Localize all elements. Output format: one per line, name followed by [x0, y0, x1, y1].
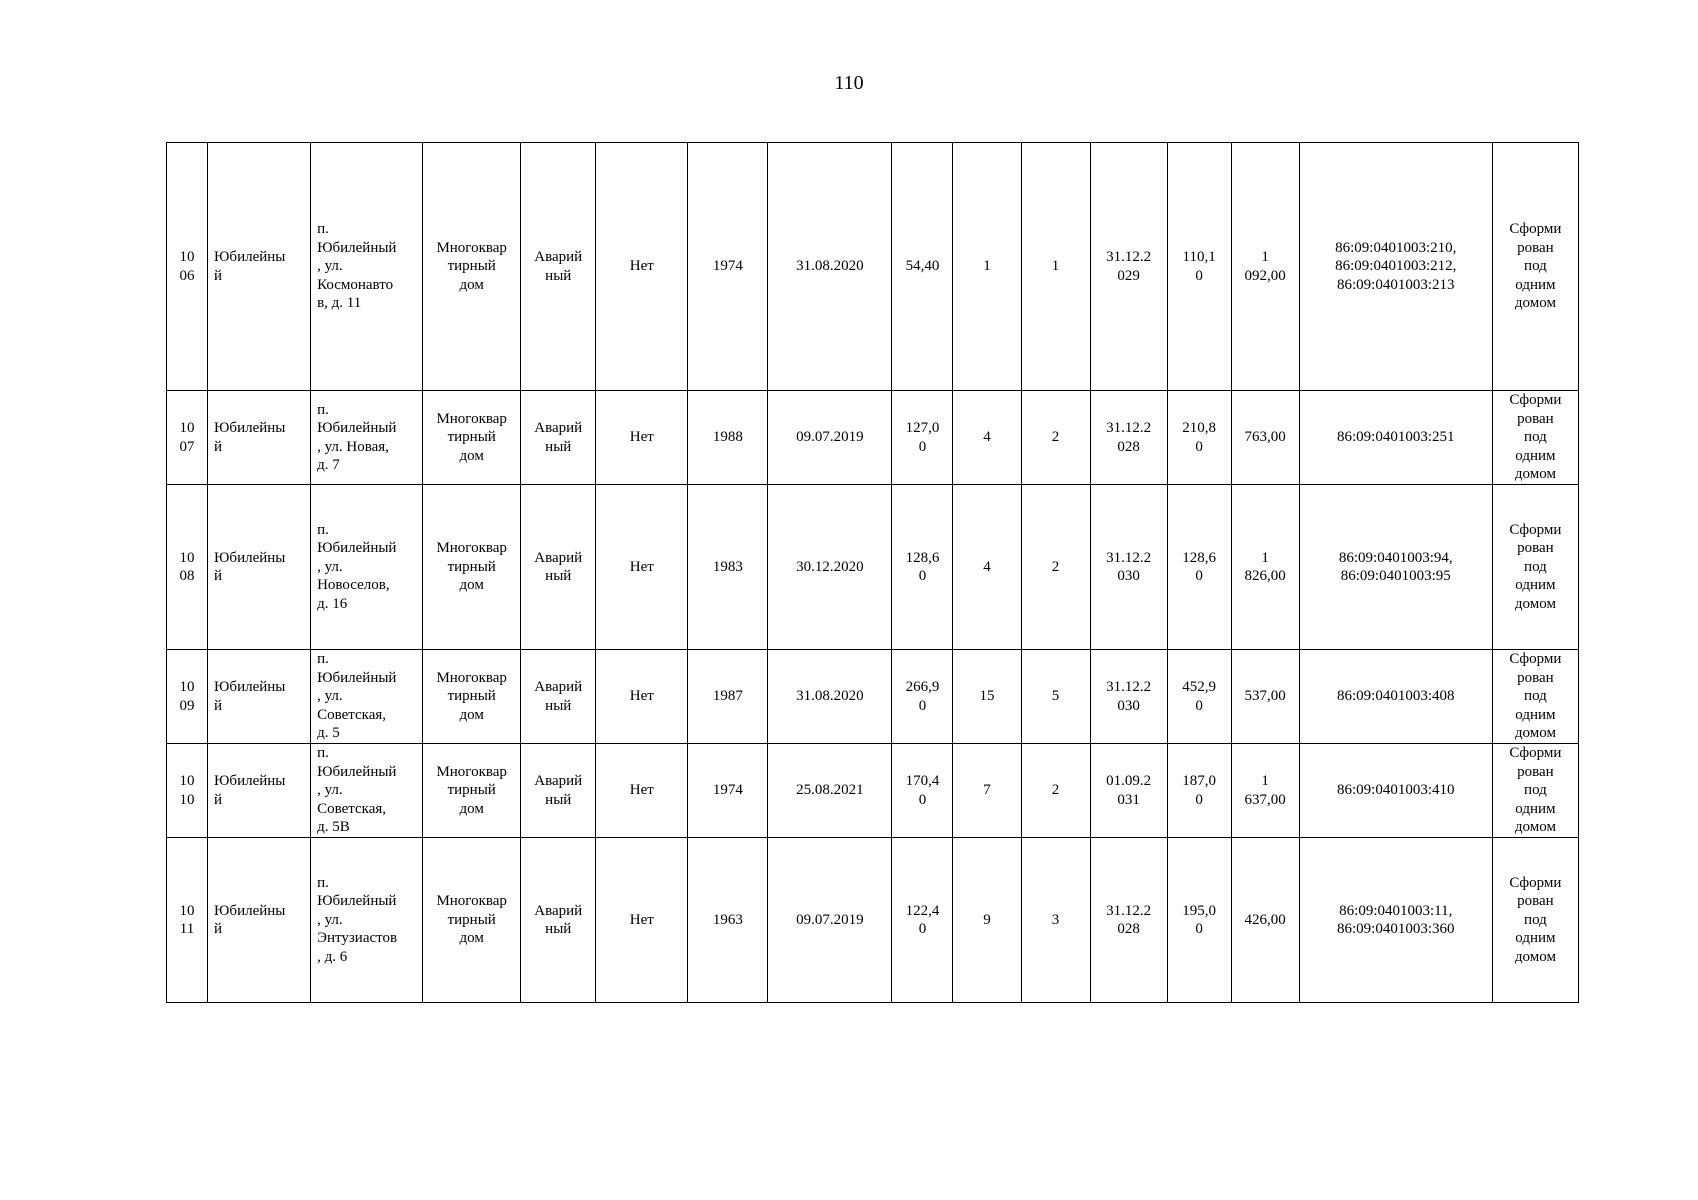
land-area-cell: 1 826,00: [1231, 485, 1299, 650]
apartments-cell: 2: [1021, 391, 1090, 485]
building-type-cell: Многоквар тирный дом: [423, 143, 521, 391]
row-number-cell: 10 08: [167, 485, 208, 650]
flag-cell: Нет: [596, 485, 688, 650]
land-area-cell: 1 637,00: [1231, 744, 1299, 838]
row-number-cell: 10 10: [167, 744, 208, 838]
area-cell: 127,0 0: [892, 391, 953, 485]
area-cell: 128,6 0: [892, 485, 953, 650]
table-row: [167, 838, 1579, 1003]
year-cell: 1963: [688, 838, 768, 1003]
residents-cell: 4: [953, 485, 1021, 650]
table-row: [167, 391, 1579, 485]
flag-cell: Нет: [596, 143, 688, 391]
deadline-cell: 31.12.2 028: [1090, 838, 1167, 1003]
date-cell: 31.08.2020: [768, 143, 892, 391]
status-cell: Аварий ный: [521, 485, 596, 650]
address-cell: п. Юбилейный , ул. Космонавто в, д. 11: [311, 143, 423, 391]
building-type-cell: Многоквар тирный дом: [423, 650, 521, 744]
apartments-cell: 5: [1021, 650, 1090, 744]
date-cell: 31.08.2020: [768, 650, 892, 744]
area-cell: 54,40: [892, 143, 953, 391]
cadastral-number-cell: 86:09:0401003:408: [1299, 650, 1492, 744]
row-number-cell: 10 06: [167, 143, 208, 391]
residents-cell: 15: [953, 650, 1021, 744]
settlement-cell: Юбилейны й: [208, 143, 311, 391]
table-body: [167, 143, 1579, 1003]
address-cell: п. Юбилейный , ул. Новоселов, д. 16: [311, 485, 423, 650]
date-cell: 30.12.2020: [768, 485, 892, 650]
residents-cell: 9: [953, 838, 1021, 1003]
area-cell: 170,4 0: [892, 744, 953, 838]
cadastral-number-cell: 86:09:0401003:210, 86:09:0401003:212, 86:09:0401003:213: [1299, 143, 1492, 391]
total-area-cell: 210,8 0: [1167, 391, 1231, 485]
note-cell: Сформи рован под одним домом: [1492, 650, 1578, 744]
building-type-cell: Многоквар тирный дом: [423, 744, 521, 838]
address-cell: п. Юбилейный , ул. Советская, д. 5: [311, 650, 423, 744]
table-row: [167, 143, 1579, 391]
flag-cell: Нет: [596, 650, 688, 744]
deadline-cell: 31.12.2 030: [1090, 485, 1167, 650]
total-area-cell: 195,0 0: [1167, 838, 1231, 1003]
note-cell: Сформи рован под одним домом: [1492, 744, 1578, 838]
table-row: [167, 650, 1579, 744]
year-cell: 1974: [688, 143, 768, 391]
year-cell: 1988: [688, 391, 768, 485]
flag-cell: Нет: [596, 391, 688, 485]
row-number-cell: 10 09: [167, 650, 208, 744]
settlement-cell: Юбилейны й: [208, 744, 311, 838]
deadline-cell: 31.12.2 029: [1090, 143, 1167, 391]
status-cell: Аварий ный: [521, 391, 596, 485]
deadline-cell: 01.09.2 031: [1090, 744, 1167, 838]
area-cell: 266,9 0: [892, 650, 953, 744]
year-cell: 1987: [688, 650, 768, 744]
address-cell: п. Юбилейный , ул. Новая, д. 7: [311, 391, 423, 485]
address-cell: п. Юбилейный , ул. Энтузиастов , д. 6: [311, 838, 423, 1003]
status-cell: Аварий ный: [521, 650, 596, 744]
cadastral-number-cell: 86:09:0401003:251: [1299, 391, 1492, 485]
date-cell: 25.08.2021: [768, 744, 892, 838]
land-area-cell: 1 092,00: [1231, 143, 1299, 391]
deadline-cell: 31.12.2 028: [1090, 391, 1167, 485]
housing-registry-table: [166, 142, 1579, 1003]
settlement-cell: Юбилейны й: [208, 485, 311, 650]
total-area-cell: 187,0 0: [1167, 744, 1231, 838]
row-number-cell: 10 07: [167, 391, 208, 485]
flag-cell: Нет: [596, 744, 688, 838]
residents-cell: 1: [953, 143, 1021, 391]
residents-cell: 4: [953, 391, 1021, 485]
apartments-cell: 2: [1021, 744, 1090, 838]
date-cell: 09.07.2019: [768, 391, 892, 485]
cadastral-number-cell: 86:09:0401003:11, 86:09:0401003:360: [1299, 838, 1492, 1003]
land-area-cell: 763,00: [1231, 391, 1299, 485]
status-cell: Аварий ный: [521, 143, 596, 391]
flag-cell: Нет: [596, 838, 688, 1003]
note-cell: Сформи рован под одним домом: [1492, 838, 1578, 1003]
year-cell: 1983: [688, 485, 768, 650]
apartments-cell: 2: [1021, 485, 1090, 650]
date-cell: 09.07.2019: [768, 838, 892, 1003]
note-cell: Сформи рован под одним домом: [1492, 143, 1578, 391]
row-number-cell: 10 11: [167, 838, 208, 1003]
status-cell: Аварий ный: [521, 744, 596, 838]
settlement-cell: Юбилейны й: [208, 391, 311, 485]
building-type-cell: Многоквар тирный дом: [423, 391, 521, 485]
deadline-cell: 31.12.2 030: [1090, 650, 1167, 744]
residents-cell: 7: [953, 744, 1021, 838]
cadastral-number-cell: 86:09:0401003:94, 86:09:0401003:95: [1299, 485, 1492, 650]
page-number: 110: [834, 72, 864, 94]
total-area-cell: 110,1 0: [1167, 143, 1231, 391]
apartments-cell: 3: [1021, 838, 1090, 1003]
cadastral-number-cell: 86:09:0401003:410: [1299, 744, 1492, 838]
total-area-cell: 128,6 0: [1167, 485, 1231, 650]
address-cell: п. Юбилейный , ул. Советская, д. 5В: [311, 744, 423, 838]
building-type-cell: Многоквар тирный дом: [423, 485, 521, 650]
building-type-cell: Многоквар тирный дом: [423, 838, 521, 1003]
year-cell: 1974: [688, 744, 768, 838]
table-row: [167, 485, 1579, 650]
settlement-cell: Юбилейны й: [208, 650, 311, 744]
note-cell: Сформи рован под одним домом: [1492, 485, 1578, 650]
area-cell: 122,4 0: [892, 838, 953, 1003]
table-row: [167, 744, 1579, 838]
land-area-cell: 426,00: [1231, 838, 1299, 1003]
settlement-cell: Юбилейны й: [208, 838, 311, 1003]
apartments-cell: 1: [1021, 143, 1090, 391]
land-area-cell: 537,00: [1231, 650, 1299, 744]
status-cell: Аварий ный: [521, 838, 596, 1003]
note-cell: Сформи рован под одним домом: [1492, 391, 1578, 485]
total-area-cell: 452,9 0: [1167, 650, 1231, 744]
